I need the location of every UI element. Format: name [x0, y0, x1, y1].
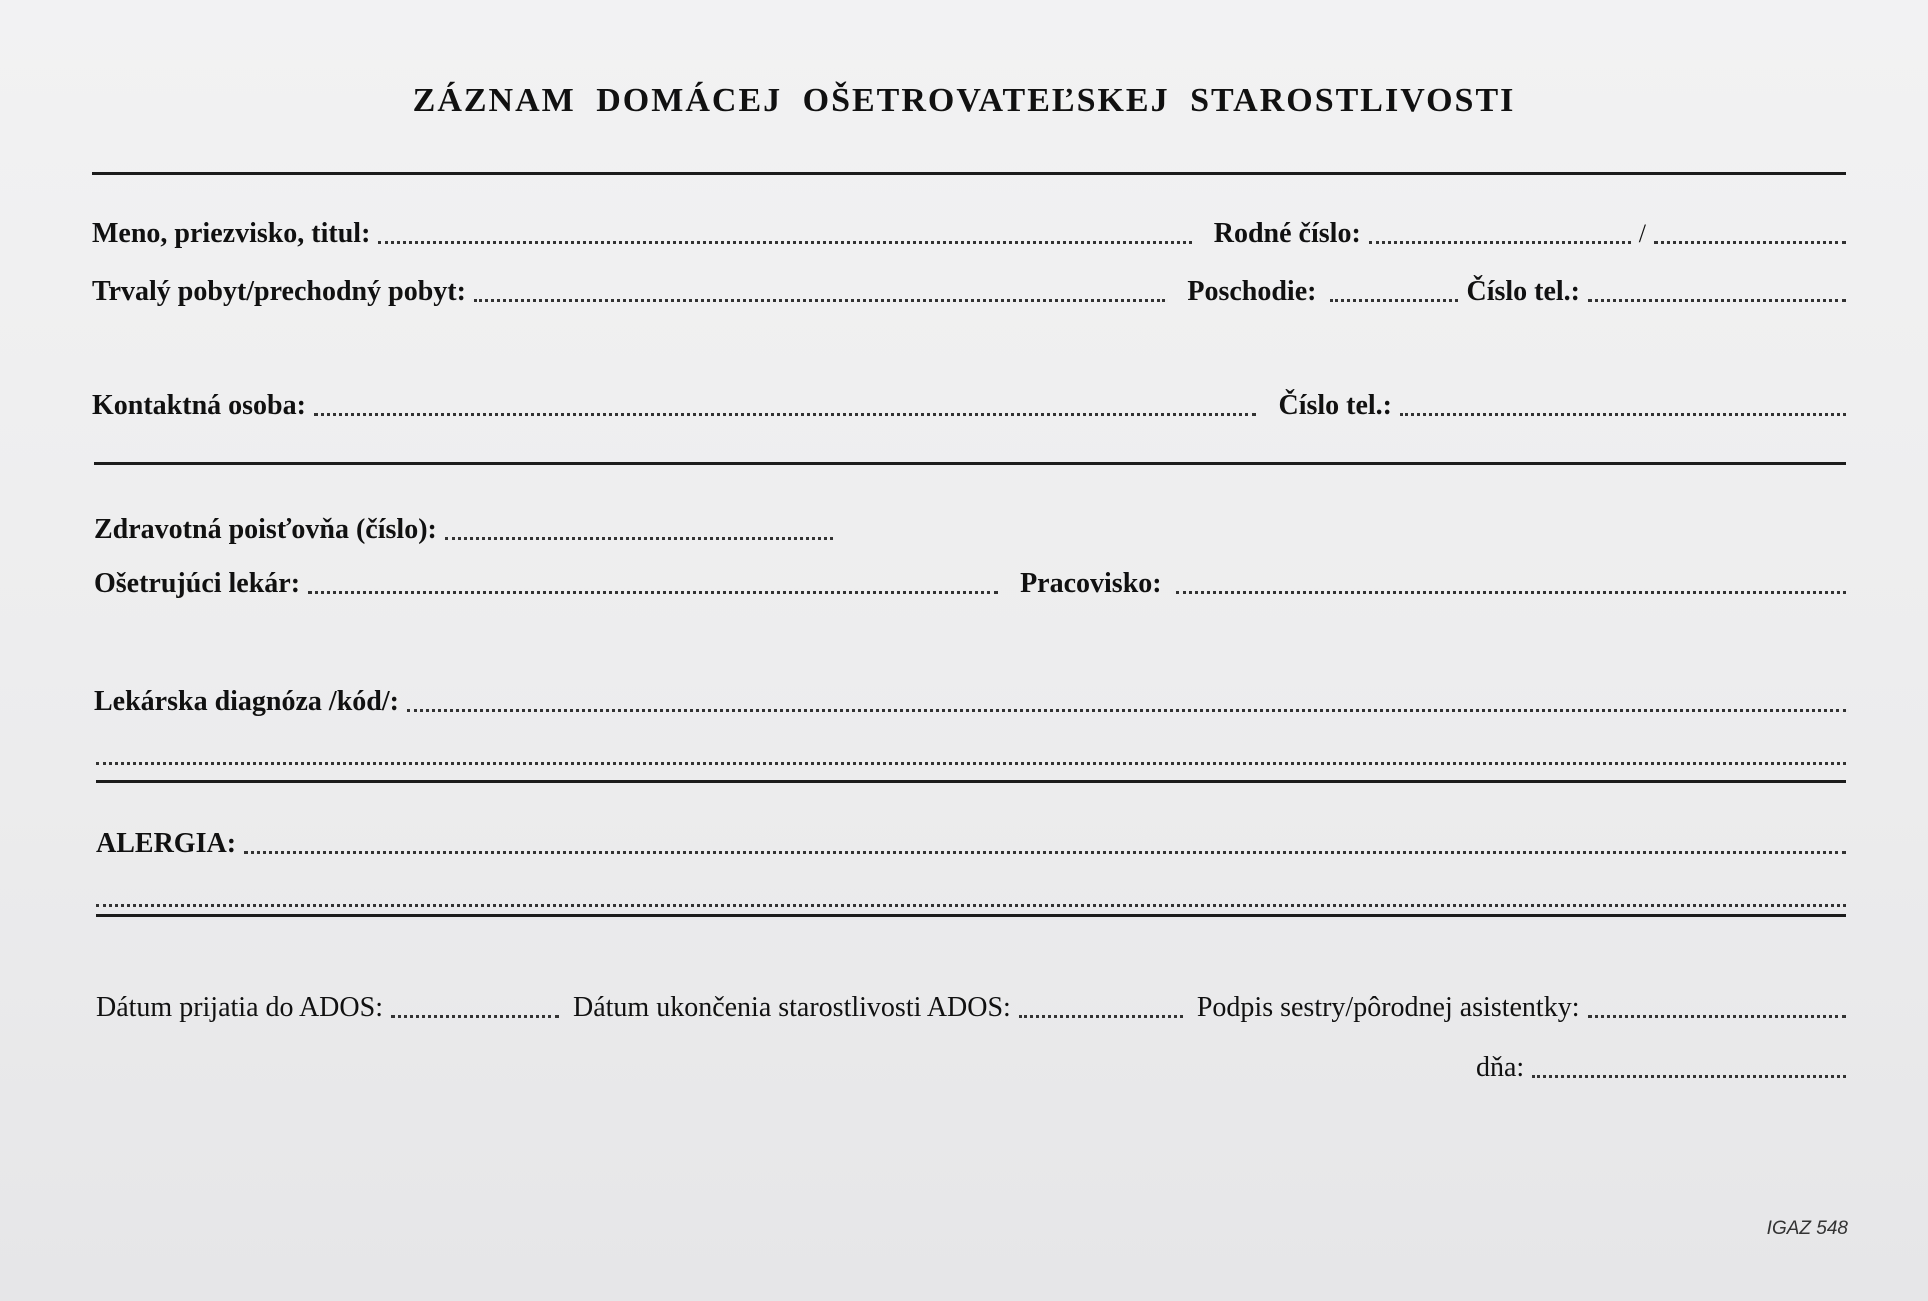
- form-title: ZÁZNAM DOMÁCEJ OŠETROVATEĽSKEJ STAROSTLIVOSTI: [412, 82, 1516, 119]
- floor-field[interactable]: [1330, 297, 1458, 302]
- allergy-divider: [96, 914, 1846, 917]
- birth-number-field-1[interactable]: [1369, 239, 1631, 244]
- insurance-field[interactable]: [445, 535, 833, 540]
- insurance-label: Zdravotná poisťovňa (číslo):: [94, 514, 437, 545]
- title-divider: [92, 172, 1846, 175]
- admission-date-label: Dátum prijatia do ADOS:: [96, 992, 383, 1023]
- name-field[interactable]: [378, 239, 1191, 244]
- row-dates: [96, 992, 1846, 1024]
- end-date-label: Dátum ukončenia starostlivosti ADOS:: [572, 992, 1011, 1023]
- allergy-field[interactable]: [244, 849, 1846, 854]
- phone-label-2: Číslo tel.:: [1278, 390, 1392, 421]
- name-label: Meno, priezvisko, titul:: [92, 218, 371, 249]
- diagnosis-divider: [96, 780, 1846, 783]
- row-name: [92, 218, 1846, 250]
- signature-date-field[interactable]: [1532, 1073, 1846, 1078]
- workplace-label: Pracovisko:: [1020, 568, 1162, 599]
- allergy-field-line-2[interactable]: [96, 904, 1846, 907]
- diagnosis-label: Lekárska diagnóza /kód/:: [94, 686, 399, 717]
- floor-label: Poschodie:: [1187, 276, 1317, 307]
- row-signature-date: [1476, 1052, 1846, 1084]
- birth-number-label: Rodné číslo:: [1213, 218, 1361, 249]
- end-date-field[interactable]: [1019, 1013, 1183, 1018]
- row-diagnosis: [94, 686, 1846, 718]
- admission-date-field[interactable]: [391, 1013, 559, 1018]
- form-code: IGAZ 548: [1766, 1218, 1848, 1239]
- row-contact: [92, 390, 1846, 422]
- signature-date-label: dňa:: [1476, 1052, 1525, 1083]
- address-label: Trvalý pobyt/prechodný pobyt:: [92, 276, 466, 307]
- allergy-label: ALERGIA:: [96, 828, 237, 859]
- contact-person-field[interactable]: [314, 411, 1257, 416]
- contact-person-label: Kontaktná osoba:: [92, 390, 306, 421]
- row-address: [92, 276, 1846, 308]
- phone-label-1: Číslo tel.:: [1466, 276, 1580, 307]
- workplace-field[interactable]: [1176, 589, 1846, 594]
- doctor-field[interactable]: [308, 589, 998, 594]
- phone-field-1[interactable]: [1588, 297, 1846, 302]
- diagnosis-field-line-2[interactable]: [96, 762, 1846, 765]
- contact-divider: [94, 462, 1846, 465]
- row-allergy: [96, 828, 1846, 860]
- signature-label: Podpis sestry/pôrodnej asistentky:: [1196, 992, 1580, 1023]
- birth-number-separator: /: [1638, 219, 1646, 248]
- address-field[interactable]: [474, 297, 1165, 302]
- row-doctor: [94, 568, 1846, 600]
- birth-number-field-2[interactable]: [1654, 239, 1846, 244]
- signature-field[interactable]: [1588, 1013, 1847, 1018]
- doctor-label: Ošetrujúci lekár:: [94, 568, 301, 599]
- diagnosis-field[interactable]: [407, 707, 1846, 712]
- row-insurance: [94, 514, 841, 546]
- phone-field-2[interactable]: [1400, 411, 1846, 416]
